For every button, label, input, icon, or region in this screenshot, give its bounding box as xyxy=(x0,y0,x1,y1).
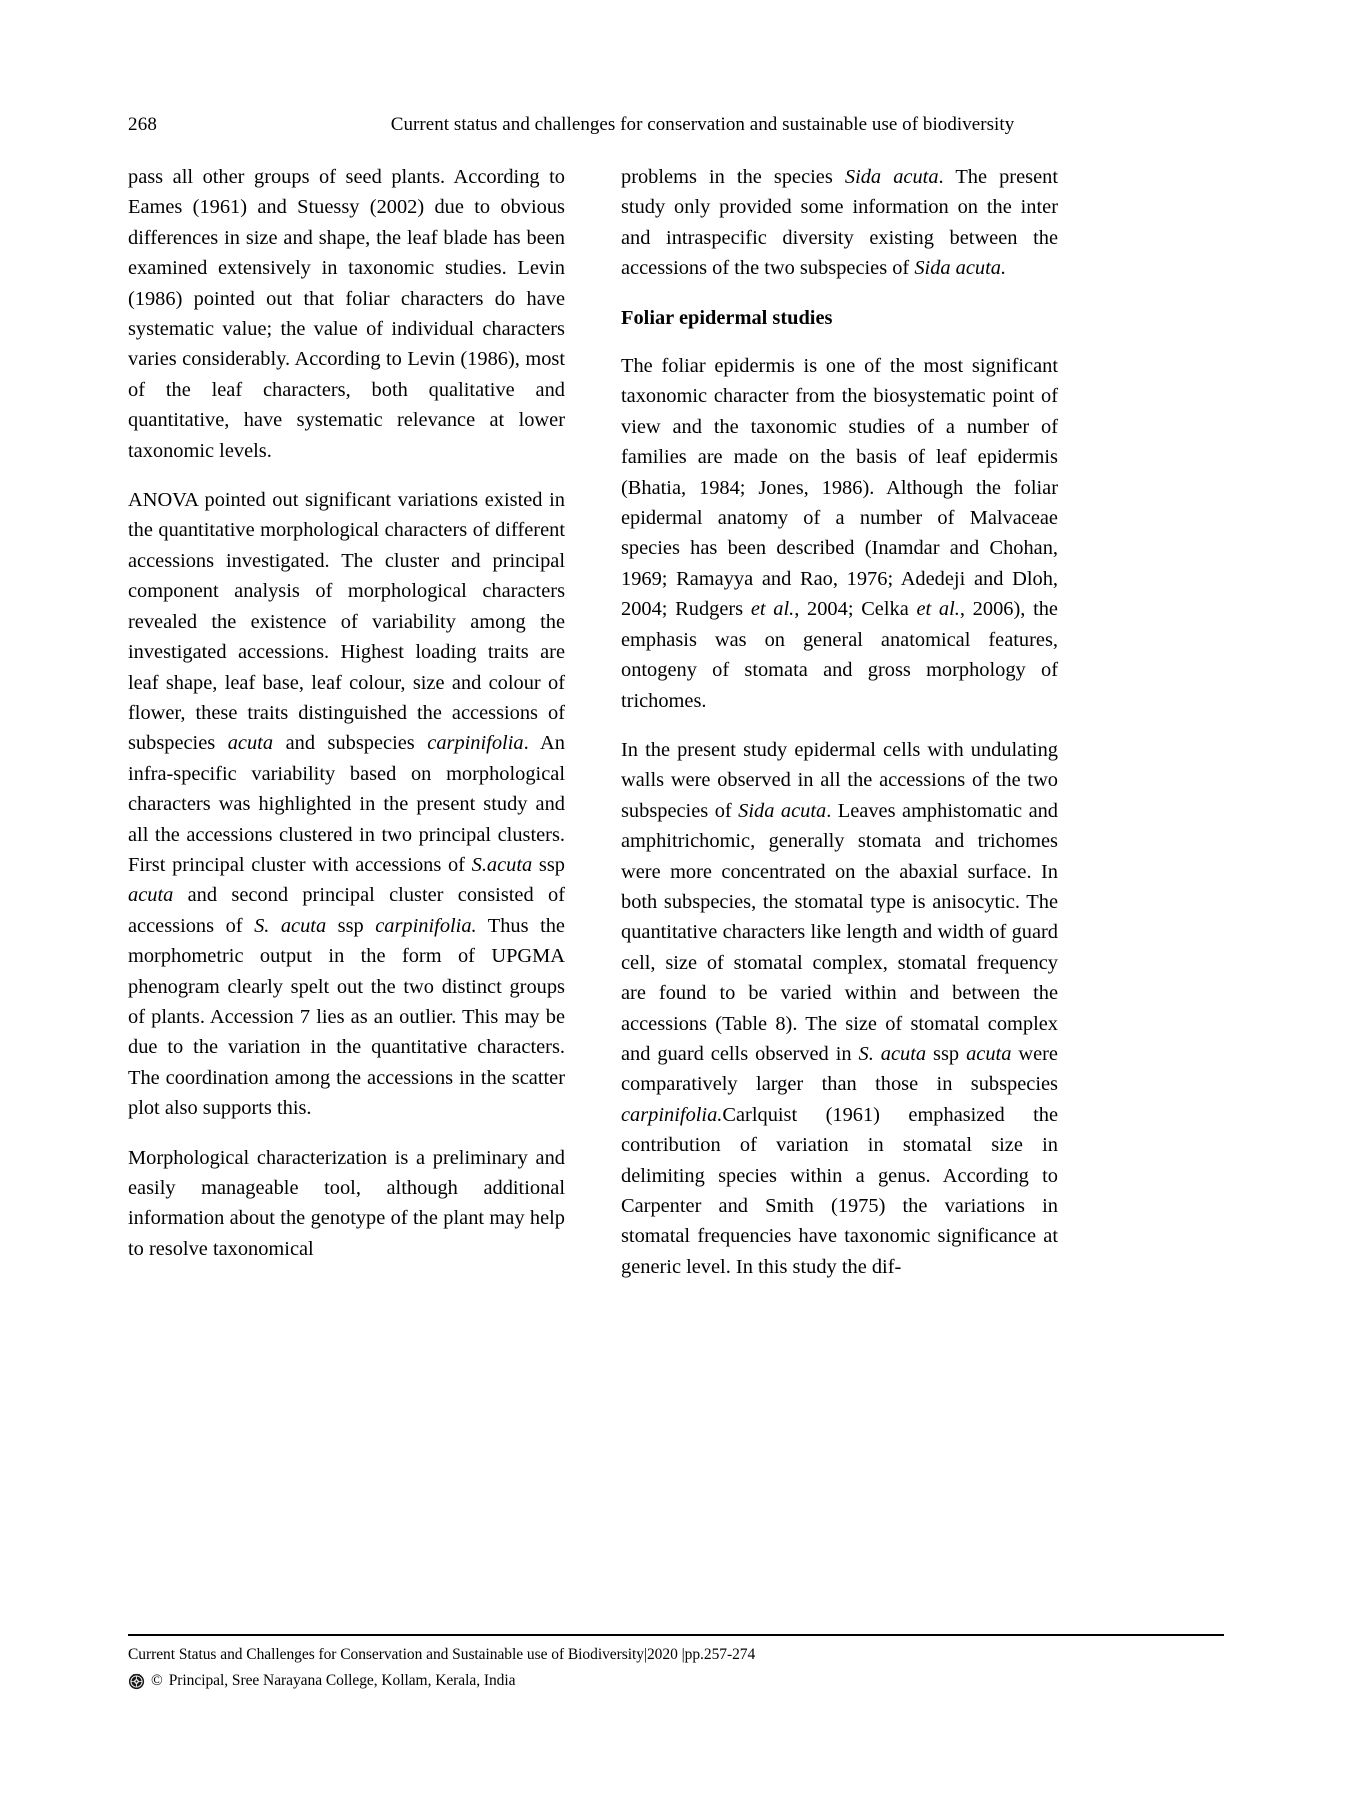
italic-term: Sida acuta xyxy=(738,799,827,822)
italic-term: Sida acuta xyxy=(844,166,939,188)
italic-term: et al. xyxy=(916,598,960,621)
college-emblem-icon xyxy=(128,1673,145,1690)
running-head-title: Current status and challenges for conservation and sustainable use of biodiversity xyxy=(390,114,1015,135)
italic-term: S. acuta xyxy=(254,914,327,937)
footer-copyright xyxy=(128,1668,1224,1693)
italic-term: et al. xyxy=(750,598,795,621)
running-head xyxy=(128,114,1223,142)
right-column xyxy=(621,162,1058,1590)
italic-term: acuta xyxy=(227,732,274,755)
italic-term: carpinifolia. xyxy=(621,1103,723,1126)
footer-copyright-text: Principal, Sree Narayana College, Kollam, Kerala, India xyxy=(168,1672,516,1689)
section-subheading: Foliar epidermal studies xyxy=(621,306,833,329)
left-column xyxy=(128,162,565,1590)
italic-term: acuta xyxy=(966,1042,1012,1065)
italic-term: carpinifolia. xyxy=(375,914,477,937)
two-column-body xyxy=(128,162,1224,1590)
page-number: 268 xyxy=(128,114,158,135)
paragraph: ANOVA pointed out significant variations existed in the quantitative morphological characters of different accessions investigated. The cluster and principal component analysis of morphological characters revealed the existence of variability among the investigated accessions. Highest loading traits are leaf shape, leaf base, leaf colour, size and colour of flower, these traits distinguished the accessions of subspecies acuta and subspecies carpinifolia. An infra-specific variability based on morphological characters was highlighted in the present study and all the accessions clustered in two principal clusters. First principal cluster with accessions of S.acuta ssp acuta and second principal cluster consisted of accessions of S. acuta ssp carpinifolia. Thus the morphometric output in the form of UPGMA phenogram clearly spelt out the two distinct groups of plants. Accession 7 lies as an outlier. This may be due to the variation in the quantitative characters. The coordination among the accessions in the scatter plot also supports this. xyxy=(128,489,566,1120)
paragraph: problems in the species Sida acuta. The present study only provided some information on the inter and intraspecific diversity existing between the accessions of the two subspecies of Sida acuta. xyxy=(621,166,1058,280)
footer-citation: Current Status and Challenges for Conservation and Sustainable use of Biodiversity|2020 |pp.257-274 xyxy=(128,1646,756,1663)
paragraph: pass all other groups of seed plants. According to Eames (1961) and Stuessy (2002) due to obvious differences in size and shape, the leaf blade has been examined extensively in taxonomic studies. Levin (1986) pointed out that foliar characters do have systematic value; the value of individual characters varies considerably. According to Levin (1986), most of the leaf characters, both qualitative and quantitative, have systematic relevance at lower taxonomic levels. xyxy=(128,166,565,462)
italic-term: S. acuta xyxy=(858,1042,927,1065)
footer xyxy=(128,1642,1224,1693)
paragraph: The foliar epidermis is one of the most significant taxonomic character from the biosystematic point of view and the taxonomic studies of a number of families are made on the basis of leaf epidermis (Bhatia, 1984; Jones, 1986). Although the foliar epidermal anatomy of a number of Malvaceae species has been described (Inamdar and Chohan, 1969; Ramayya and Rao, 1976; Adedeji and Dloh, 2004; Rudgers et al., 2004; Celka et al., 2006), the emphasis was on general anatomical features, ontogeny of stomata and gross morphology of trichomes. xyxy=(621,355,1058,712)
footer-divider xyxy=(128,1634,1224,1636)
paragraph: In the present study epidermal cells with undulating walls were observed in all the accessions of the two subspecies of Sida acuta. Leaves amphistomatic and amphitrichomic, generally stomata and trichomes were more concentrated on the abaxial surface. In both subspecies, the stomatal type is anisocytic. The quantitative characters like length and width of guard cell, size of stomatal complex, stomatal frequency are found to be varied within and between the accessions (Table 8). The size of stomatal complex and guard cells observed in S. acuta ssp acuta were comparatively larger than those in subspecies carpinifolia.Carlquist (1961) emphasized the contribution of variation in stomatal size in delimiting species within a genus. According to Carpenter and Smith (1975) the variations in stomatal frequencies have taxonomic significance at generic level. In this study the dif- xyxy=(621,738,1059,1278)
paragraph: Morphological characterization is a preliminary and easily manageable tool, although additional information about the genotype of the plant may help to resolve taxonomical xyxy=(128,1146,565,1260)
footer-copyright-symbol: © xyxy=(151,1672,163,1689)
italic-term: Sida acuta. xyxy=(914,257,1007,280)
italic-term: S.acuta xyxy=(471,853,533,876)
italic-term: acuta xyxy=(128,884,174,907)
italic-term: carpinifolia xyxy=(427,732,524,755)
